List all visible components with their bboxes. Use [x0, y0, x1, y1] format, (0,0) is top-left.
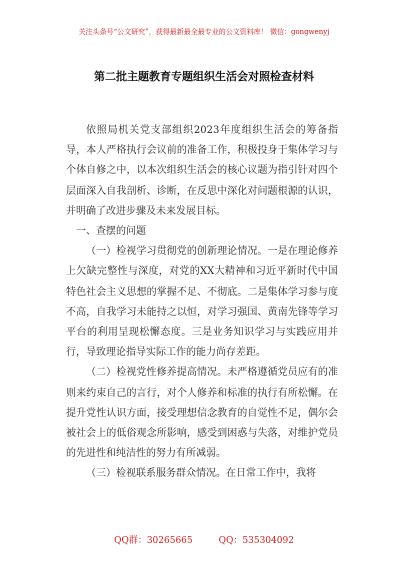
document-title: 第二批主题教育专题组织生活会对照检查材料	[94, 70, 314, 83]
section-heading: 一、查摆的问题	[76, 226, 146, 238]
footer-qq-group: QQ群：30265665	[114, 536, 193, 546]
footer-qq-number: QQ：535304092	[218, 536, 294, 546]
header-banner: 关注头条号“公文研究”，获得最新最全最专业的公文资料库！ 微信：gongwenyj	[78, 28, 330, 36]
footer-contact	[0, 535, 408, 547]
document-body	[66, 121, 338, 485]
body-paragraph: （三）检视联系服务群众情况。在日常工作中，我将	[86, 468, 316, 480]
body-paragraph: （一）检视学习贯彻党的创新理论情况。一是在理论修养上欠缺完整性与深度，对党的XX大精神和习近平新时代中国特色社会主义思想的掌握不足、不彻底。二是集体学习参与度不高，自我学习未能持之以恒，对学习强国、黄南先锋等学习平台的利用呈现松懈态度。三是业务知识学习与实践应用并行，导致理论指导实际工作的能力尚存差距。	[66, 246, 338, 359]
body-paragraph: （二）检视党性修养提高情况。未严格遵循党员应有的准则来约束自己的言行，对个人修养和标准的执行有所松懈。在提升党性认识方面，接受理想信念教育的自觉性不足，偶尔会被社会上的低俗观念所影响，感受到困惑与失落，对维护党员的先进性和纯洁性的努力有所减弱。	[66, 367, 338, 460]
intro-paragraph: 依照局机关党支部组织2023年度组织生活会的筹备指导，本人严格执行会议前的准备工作，积极投身于集体学习与个体自修之中，以本次组织生活会的核心议题为指引针对四个层面深入自我剖析、诊断，在反思中深化对问题根源的认识，并明确了改进步骤及未来发展目标。	[66, 125, 338, 217]
